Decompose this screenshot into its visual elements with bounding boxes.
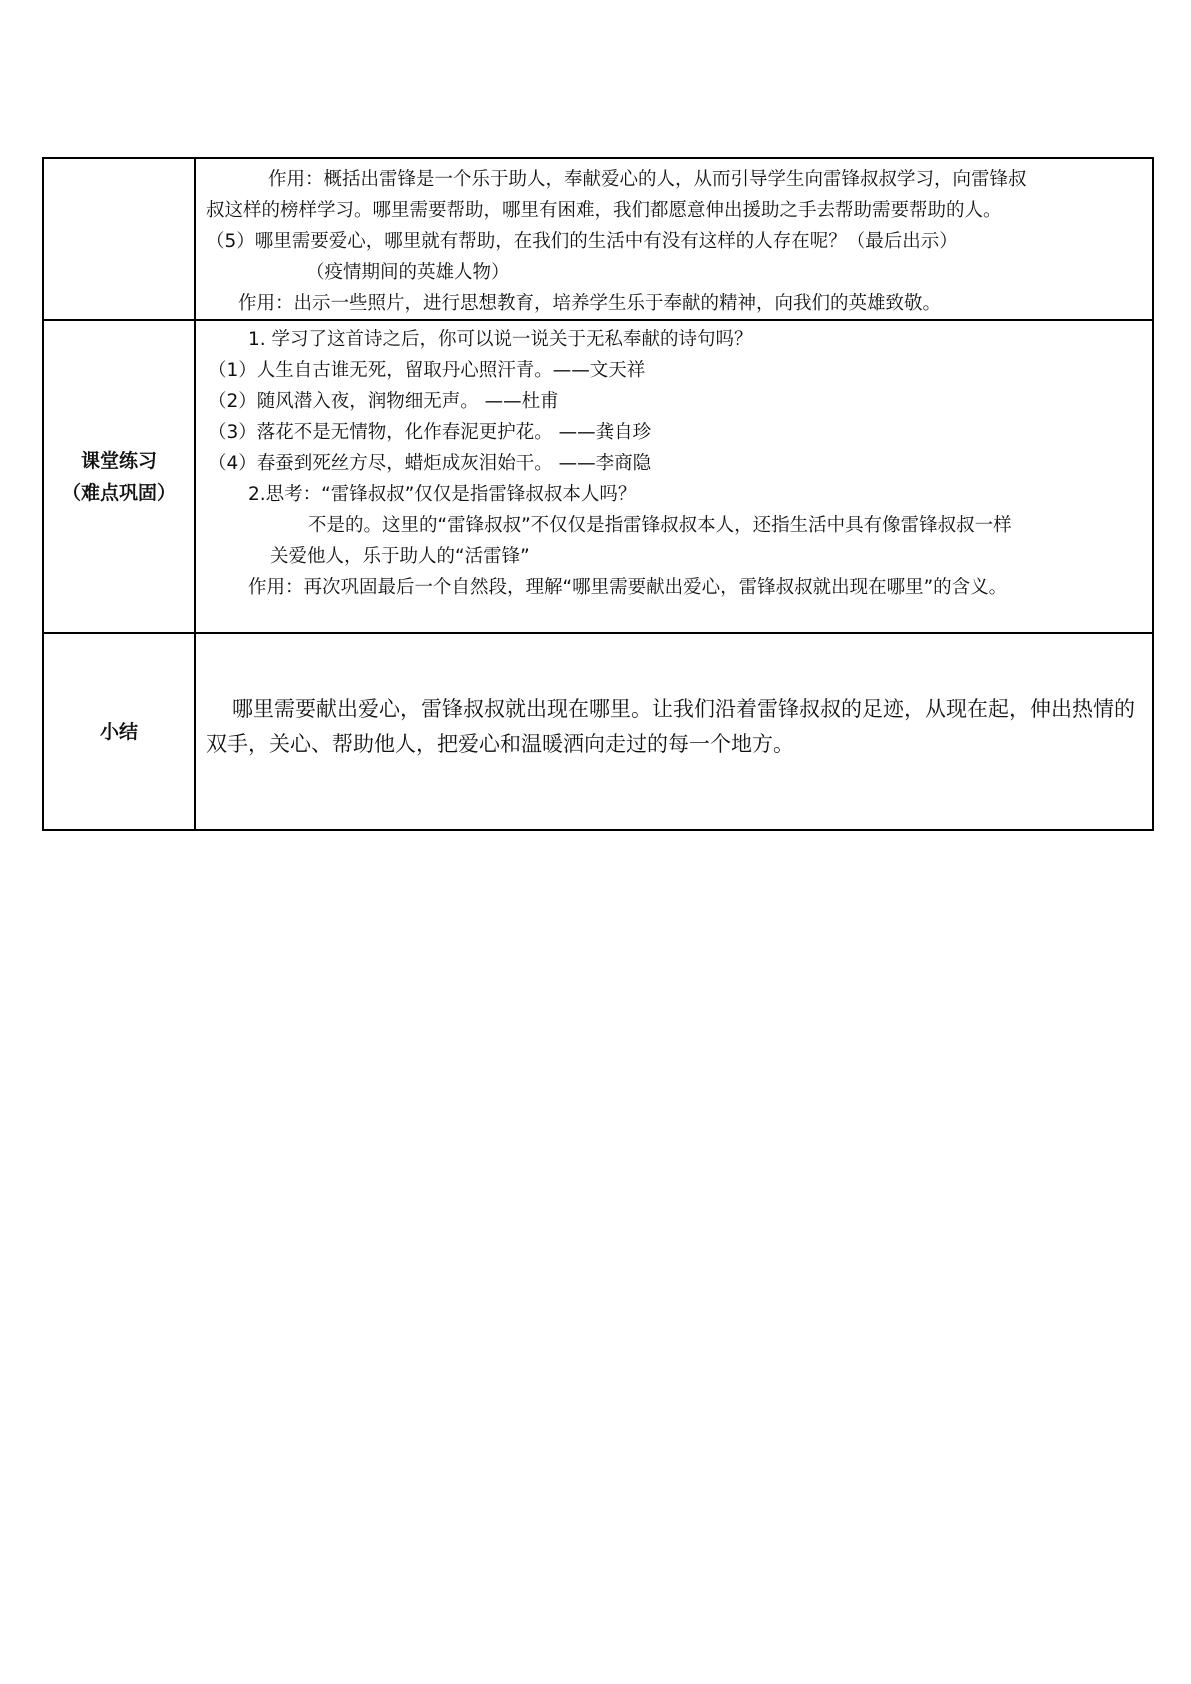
- text-line: （疫情期间的英雄人物）: [306, 262, 510, 283]
- text-line: 作用：出示一些照片，进行思想教育，培养学生乐于奉献的精神，向我们的英雄致敬。: [238, 293, 942, 314]
- table-row-practice: [43, 320, 1153, 633]
- lesson-plan-table: [42, 157, 1154, 831]
- text-line: 作用：再次巩固最后一个自然段，理解“哪里需要献出爱心，雷锋叔叔就出现在哪里”的含义。: [248, 577, 1008, 598]
- row-label-summary: 小结: [43, 633, 195, 830]
- summary-text: 哪里需要献出爱心，雷锋叔叔就出现在哪里。让我们沿着雷锋叔叔的足迹，从现在起，伸出热情的双手，关心、帮助他人，把爱心和温暖洒向走过的每一个地方。: [206, 697, 1135, 756]
- row-label-empty: [43, 158, 195, 320]
- table-row-summary: [43, 633, 1153, 830]
- poem-line: （4）春蚕到死丝方尽，蜡炬成灰泪始干。 ——李商隐: [208, 453, 652, 474]
- text-line: 2.思考：“雷锋叔叔”仅仅是指雷锋叔叔本人吗？: [248, 484, 637, 505]
- table-row-continuation: [43, 158, 1153, 320]
- content-cell-summary: [195, 633, 1153, 830]
- poem-line: （2）随风潜入夜，润物细无声。 ——杜甫: [208, 391, 559, 412]
- text-line: 叔这样的榜样学习。哪里需要帮助，哪里有困难，我们都愿意伸出援助之手去帮助需要帮助的人。: [206, 200, 1002, 221]
- text-line: （5）哪里需要爱心，哪里就有帮助，在我们的生活中有没有这样的人存在呢？（最后出示）: [206, 231, 958, 252]
- row-label-line: 课堂练习: [80, 449, 157, 472]
- content-cell-practice: [195, 320, 1153, 633]
- text-line: 关爱他人，乐于助人的“活雷锋”: [270, 546, 530, 567]
- text-line: 作用：概括出雷锋是一个乐于助人，奉献爱心的人，从而引导学生向雷锋叔叔学习，向雷锋叔: [268, 169, 1027, 190]
- row-label-line: （难点巩固）: [61, 481, 176, 504]
- text-line: 1. 学习了这首诗之后，你可以说一说关于无私奉献的诗句吗？: [248, 329, 753, 350]
- poem-line: （3）落花不是无情物，化作春泥更护花。 ——龚自珍: [208, 422, 652, 443]
- poem-line: （1）人生自古谁无死，留取丹心照汗青。——文天祥: [208, 360, 646, 381]
- row-label-practice: [43, 320, 195, 633]
- text-line: 不是的。这里的“雷锋叔叔”不仅仅是指雷锋叔叔本人，还指生活中具有像雷锋叔叔一样: [308, 515, 1012, 536]
- content-cell-continuation: [195, 158, 1153, 320]
